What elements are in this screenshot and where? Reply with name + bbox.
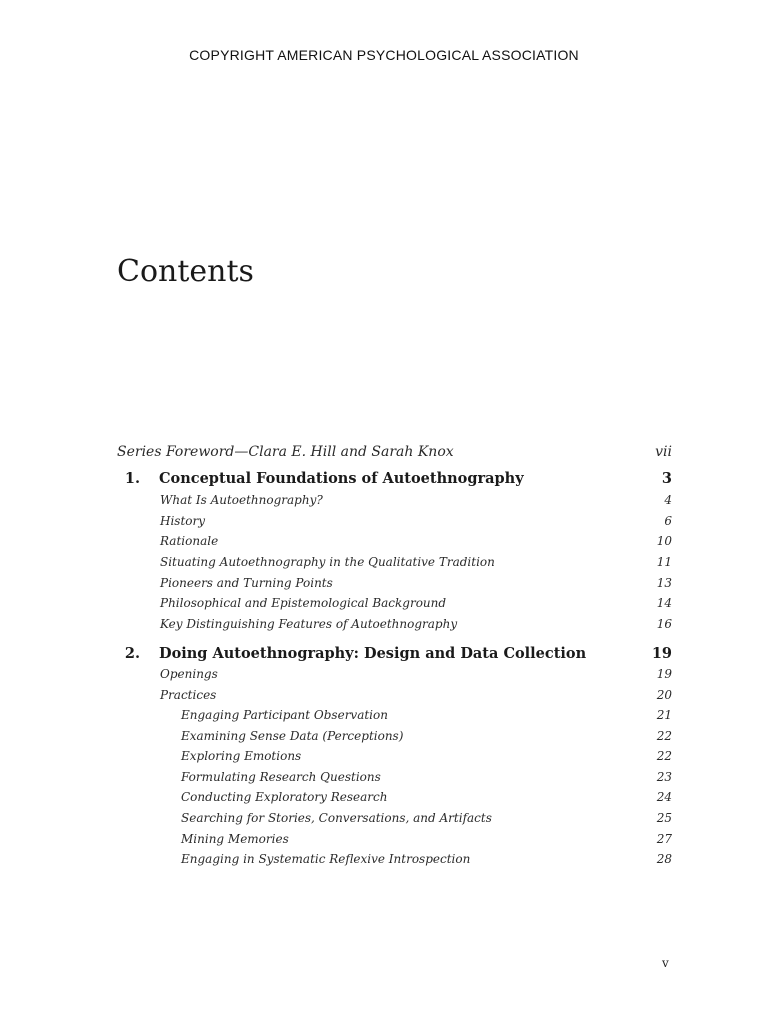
toc-chapter-1[interactable]: [117, 470, 672, 487]
toc-section-page: 19: [656, 667, 672, 681]
toc-subsection-page: 23: [656, 770, 672, 784]
toc-subsection[interactable]: [117, 790, 672, 804]
toc-section-label: History: [160, 514, 206, 528]
toc-chapter-2[interactable]: [117, 645, 672, 662]
toc-subsection-label: Conducting Exploratory Research: [181, 790, 388, 804]
page-number: v: [662, 956, 669, 970]
toc-subsection[interactable]: [117, 770, 672, 784]
toc-section-page: 6: [664, 514, 672, 528]
toc-section-page: 14: [656, 596, 672, 610]
toc-section-page: 4: [664, 493, 672, 507]
toc-section[interactable]: [117, 555, 672, 569]
toc-section-label: Situating Autoethnography in the Qualitative Tradition: [160, 555, 495, 569]
toc-subsection-label: Formulating Research Questions: [181, 770, 381, 784]
toc-subsection[interactable]: [117, 832, 672, 846]
toc-section[interactable]: [117, 514, 672, 528]
toc-section[interactable]: [117, 493, 672, 507]
toc-subsection-label: Engaging in Systematic Reflexive Introspection: [181, 852, 471, 866]
toc-subsection-label: Engaging Participant Observation: [181, 708, 388, 722]
toc-section-page: 11: [656, 555, 672, 569]
toc-section-label: Openings: [160, 667, 218, 681]
toc-entry-label: Series Foreword—Clara E. Hill and Sarah Knox: [117, 444, 454, 460]
toc-subsection[interactable]: [117, 749, 672, 763]
chapter-page: 19: [651, 645, 672, 662]
toc-entry-page: vii: [655, 444, 672, 460]
toc-subsection-page: 24: [656, 790, 672, 804]
toc-subsection-page: 21: [656, 708, 672, 722]
toc-section[interactable]: [117, 688, 672, 702]
toc-subsection-label: Examining Sense Data (Perceptions): [181, 729, 404, 743]
toc-section-label: Pioneers and Turning Points: [160, 576, 333, 590]
toc-section[interactable]: [117, 667, 672, 681]
chapter-number: 1.: [124, 470, 140, 487]
toc-subsection[interactable]: [117, 708, 672, 722]
toc-section-label: Key Distinguishing Features of Autoethnography: [160, 617, 458, 631]
toc-section-page: 16: [656, 617, 672, 631]
page-title: Contents: [117, 254, 254, 289]
toc-section-label: What Is Autoethnography?: [160, 493, 323, 507]
toc-section[interactable]: [117, 576, 672, 590]
toc-subsection-page: 25: [656, 811, 672, 825]
toc-section-page: 10: [656, 534, 672, 548]
chapter-page: 3: [661, 470, 672, 487]
toc-subsection[interactable]: [117, 852, 672, 866]
toc-subsection-label: Searching for Stories, Conversations, and Artifacts: [181, 811, 492, 825]
toc-subsection-label: Mining Memories: [181, 832, 289, 846]
toc-subsection[interactable]: [117, 729, 672, 743]
toc-subsection[interactable]: [117, 811, 672, 825]
toc-section-label: Practices: [160, 688, 217, 702]
toc-subsection-page: 27: [656, 832, 672, 846]
chapter-title: Doing Autoethnography: Design and Data Collection: [159, 645, 587, 662]
toc-section[interactable]: [117, 596, 672, 610]
toc-section-label: Rationale: [160, 534, 219, 548]
toc-section[interactable]: [117, 534, 672, 548]
toc-section-page: 13: [656, 576, 672, 590]
toc-section-page: 20: [656, 688, 672, 702]
toc-entry-foreword[interactable]: [117, 444, 672, 460]
chapter-number: 2.: [124, 645, 140, 662]
chapter-title: Conceptual Foundations of Autoethnography: [159, 470, 524, 487]
toc-section-label: Philosophical and Epistemological Background: [160, 596, 447, 610]
toc-subsection-page: 22: [656, 749, 672, 763]
copyright-header: COPYRIGHT AMERICAN PSYCHOLOGICAL ASSOCIATION: [189, 47, 579, 63]
toc-subsection-label: Exploring Emotions: [181, 749, 302, 763]
toc-section[interactable]: [117, 617, 672, 631]
toc-subsection-page: 22: [656, 729, 672, 743]
toc-subsection-page: 28: [656, 852, 672, 866]
